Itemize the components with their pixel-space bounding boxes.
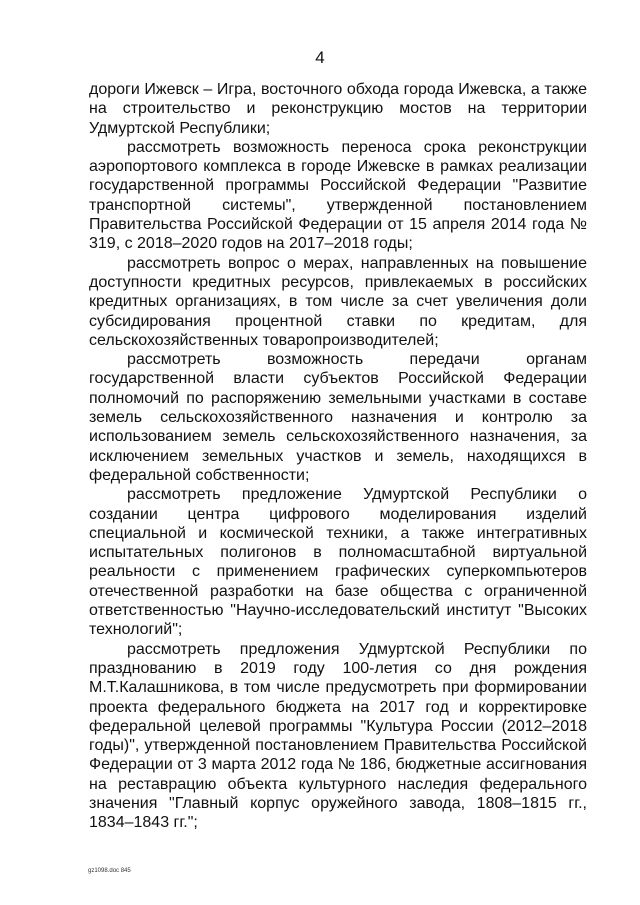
paragraph-airport: рассмотреть возможность переноса срока реконструкции аэропортового комплекса в городе Ижевске в рамках реализации государственной программы Российской Федерации "Развитие транспортной системы", утвержденной постановлением Правительства Российской Федерации от 15 апреля 2014 года № 319, с 2018–2020 годов на 2017–2018 годы; [89, 138, 587, 253]
paragraph-credit: рассмотреть вопрос о мерах, направленных на повышение доступности кредитных ресурсов, привлекаемых в российских кредитных организациях, в том числе за счет увеличения доли субсидирования процентной ставки по кредитам, для сельскохозяйственных товаропроизводителей; [89, 254, 587, 349]
document-body [89, 80, 587, 833]
page-number: 4 [315, 48, 325, 67]
paragraph-land: рассмотреть возможность передачи органам государственной власти субъектов Российской Федерации полномочий по распоряжению земельными участками в составе земель сельскохозяйственного назначения и контролю за использованием земель сельскохозяйственного назначения, за исключением земельных участков и земель, находящихся в федеральной собственности; [89, 351, 587, 484]
paragraph-kalashnikov: рассмотреть предложения Удмуртской Республики по празднованию в 2019 году 100-летия со дня рождения М.Т.Калашникова, в том числе предусмотреть при формировании проекта федерального бюджета на 2017 год и корректировке федеральной целевой программы "Культура России (2012–2018 годы)", утвержденной постановлением Правительства Российской Федерации от 3 марта 2012 года № 186, бюджетные ассигнования на реставрацию объекта культурного наследия федерального значения "Главный корпус оружейного завода, 1808–1815 гг., 1834–1843 гг."; [89, 640, 587, 832]
footer-file-reference: gz1098.doc 845 [88, 868, 131, 874]
paragraph-roads: дороги Ижевск – Игра, восточного обхода города Ижевска, а также на строительство и реконструкцию мостов на территории Удмуртской Республики; [89, 81, 587, 137]
paragraph-digital-center: рассмотреть предложение Удмуртской Республики о создании центра цифрового моделирования изделий специальной и космической техники, а также интегративных испытательных полигонов в полномасштабной виртуальной реальности с применением графических суперкомпьютеров отечественной разработки на базе общества с ограниченной ответственностью "Научно-исследовательский институт "Высоких технологий"; [89, 486, 587, 639]
